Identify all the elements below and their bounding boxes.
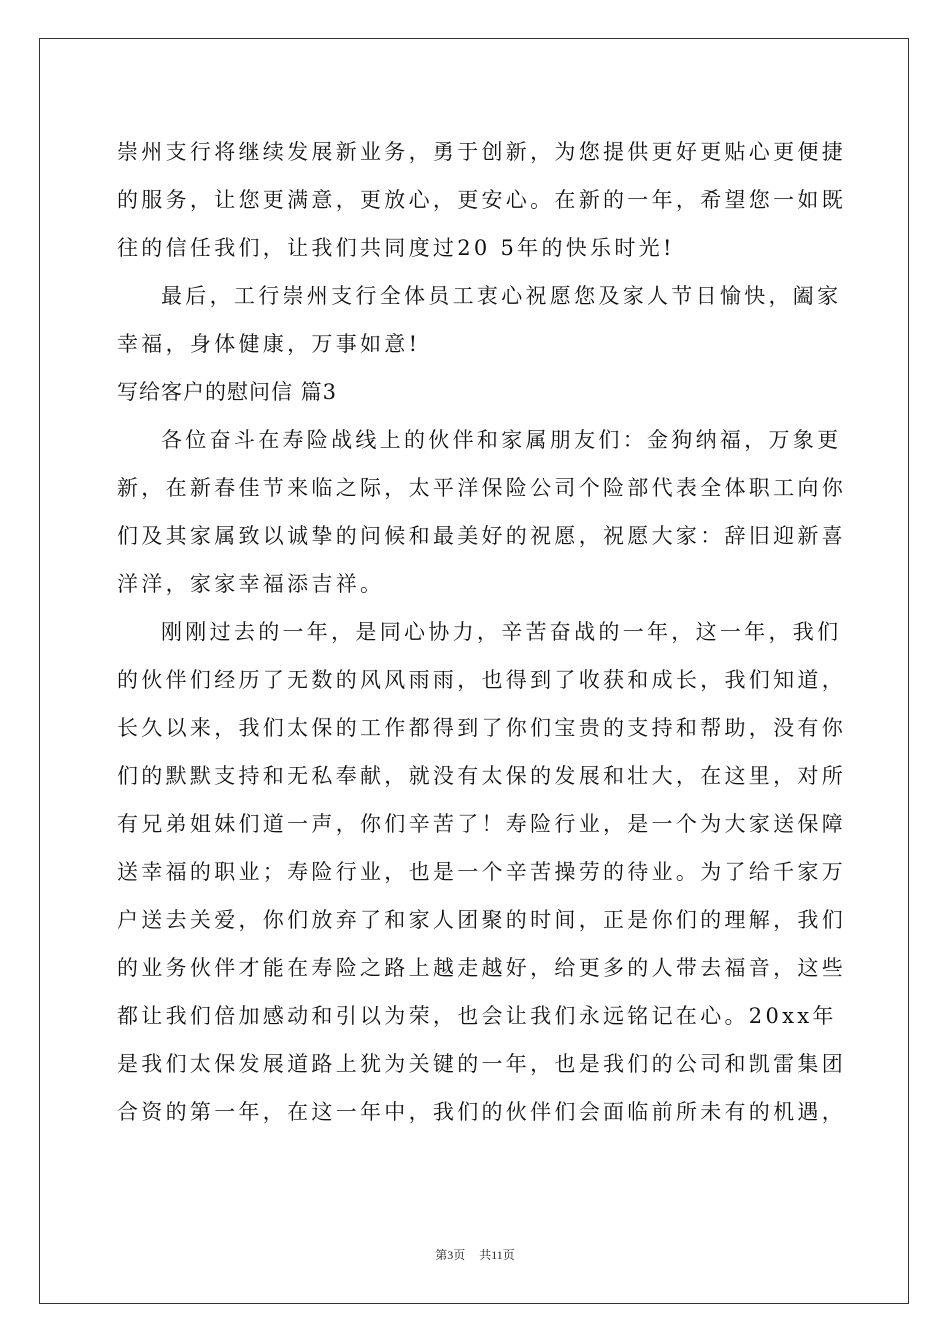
- text-line: 们及其家属致以诚挚的问候和最美好的祝愿，祝愿大家：辞旧迎新喜: [117, 524, 846, 548]
- section-heading: 写给客户的慰问信 篇3: [117, 380, 338, 404]
- text-line: 最后，工行崇州支行全体员工衷心祝愿您及家人节日愉快，阖家: [161, 284, 842, 308]
- text-line: 刚刚过去的一年，是同心协力，辛苦奋战的一年，这一年，我们: [161, 620, 842, 644]
- paragraph: [117, 272, 842, 368]
- text-line: 新，在新春佳节来临之际，太平洋保险公司个险部代表全体职工向你: [117, 476, 846, 500]
- text-line: 的伙伴们经历了无数的风风雨雨，也得到了收获和成长，我们知道，: [117, 668, 846, 692]
- text-line: 往的信任我们，让我们共同度过20 5年的快乐时光!: [117, 236, 675, 260]
- text-line: 户送去关爱，你们放弃了和家人团聚的时间，正是你们的理解，我们: [117, 908, 846, 932]
- text-line: 长久以来，我们太保的工作都得到了你们宝贵的支持和帮助，没有你: [117, 716, 846, 740]
- page-number: 第3页: [435, 1248, 466, 1262]
- text-line: 送幸福的职业；寿险行业，也是一个辛苦操劳的待业。为了给千家万: [117, 860, 846, 884]
- text-line: 崇州支行将继续发展新业务，勇于创新，为您提供更好更贴心更便捷: [117, 140, 846, 164]
- page-total: 共11页: [479, 1248, 515, 1262]
- text-line: 各位奋斗在寿险战线上的伙伴和家属朋友们：金狗纳福，万象更: [161, 428, 842, 452]
- text-line: 们的默默支持和无私奉献，就没有太保的发展和壮大，在这里，对所: [117, 764, 846, 788]
- text-line: 合资的第一年，在这一年中，我们的伙伴们会面临前所未有的机遇，: [117, 1100, 846, 1124]
- paragraph: [117, 416, 846, 608]
- text-line: 有兄弟姐妹们道一声，你们辛苦了！寿险行业，是一个为大家送保障: [117, 812, 846, 836]
- document-body: [117, 128, 846, 1136]
- text-line: 都让我们倍加感动和引以为荣，也会让我们永远铭记在心。20xx年: [117, 1004, 837, 1028]
- text-line: 的服务，让您更满意，更放心，更安心。在新的一年，希望您一如既: [117, 188, 846, 212]
- text-line: 幸福，身体健康，万事如意!: [117, 332, 421, 356]
- text-line: 的业务伙伴才能在寿险之路上越走越好，给更多的人带去福音，这些: [117, 956, 846, 980]
- page-footer: [0, 1246, 950, 1263]
- paragraph: [117, 608, 846, 1136]
- text-line: 洋洋，家家幸福添吉祥。: [117, 572, 385, 596]
- paragraph: [117, 128, 846, 272]
- text-line: 是我们太保发展道路上犹为关键的一年，也是我们的公司和凯雷集团: [117, 1052, 846, 1076]
